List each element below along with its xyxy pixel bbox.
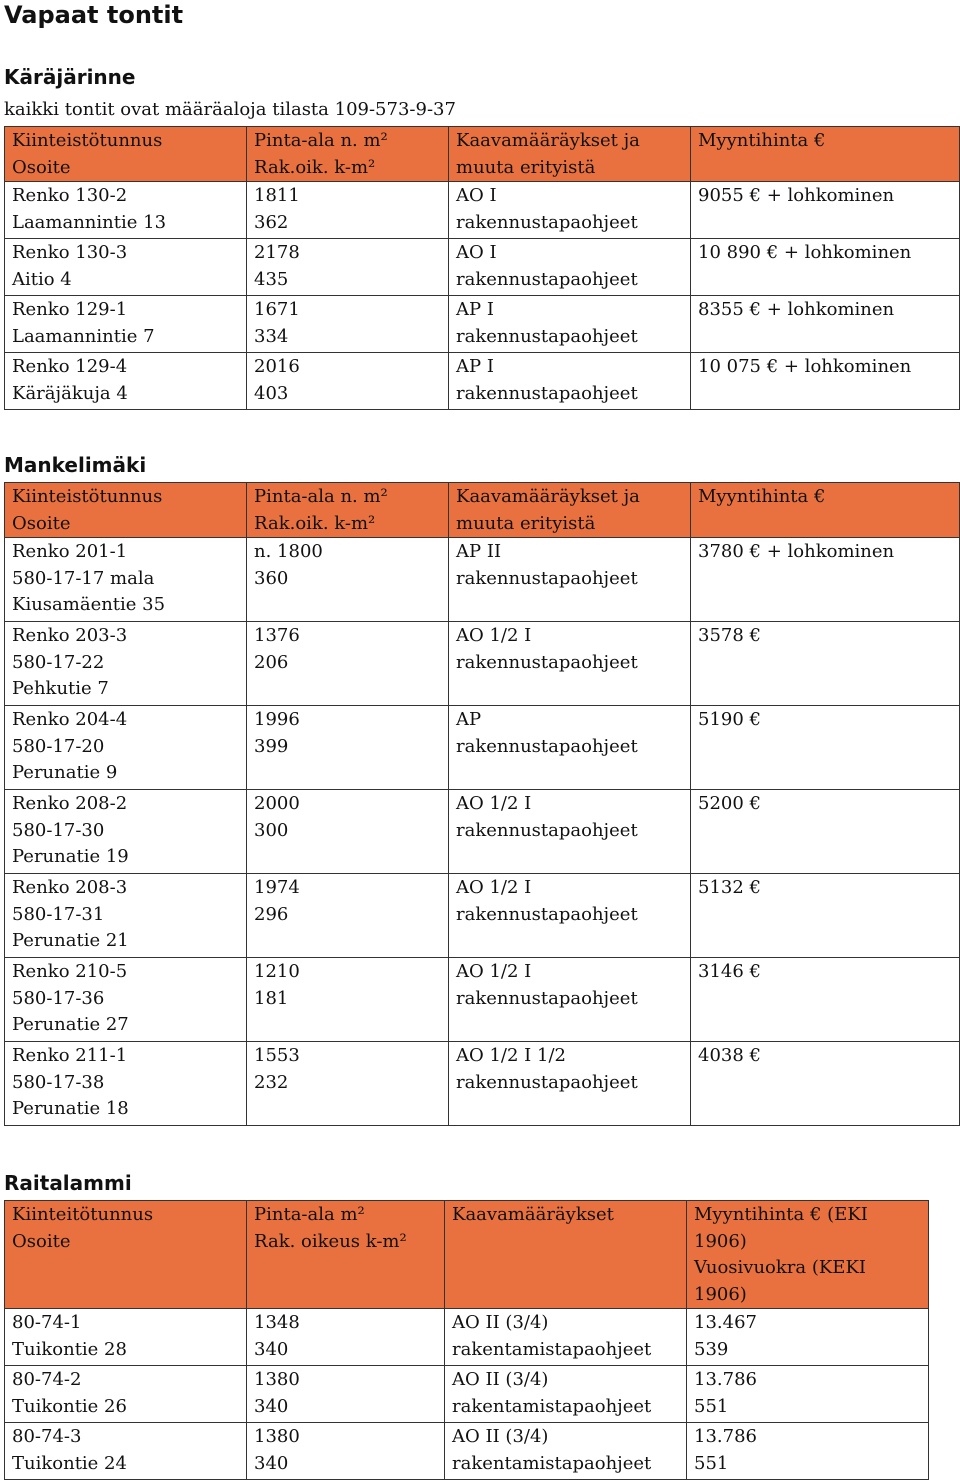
plots-table-mankelimaki (4, 482, 960, 1126)
cell-area: 1811 362 (247, 182, 449, 239)
cell-area: n. 1800 360 (247, 538, 449, 622)
table-row (5, 1366, 929, 1423)
cell-price: 5200 € (691, 790, 960, 874)
cell-area: 2016 403 (247, 353, 449, 410)
cell-id-address: Renko 201-1 580-17-17 mala Kiusamäentie 35 (5, 538, 247, 622)
cell-regulations: AP II rakennustapaohjeet (449, 538, 691, 622)
table-row (5, 790, 960, 874)
cell-area: 2000 300 (247, 790, 449, 874)
table-row (5, 1042, 960, 1126)
column-header: Pinta-ala m² Rak. oikeus k-m² (247, 1201, 445, 1309)
cell-id-address: Renko 129-1 Laamannintie 7 (5, 296, 247, 353)
section-note: kaikki tontit ovat määräaloja tilasta 109-573-9-37 (4, 99, 456, 120)
cell-regulations: AO II (3/4) rakentamistapaohjeet (445, 1309, 687, 1366)
cell-price: 3578 € (691, 622, 960, 706)
cell-regulations: AO 1/2 I 1/2 rakennustapaohjeet (449, 1042, 691, 1126)
cell-id-address: Renko 204-4 580-17-20 Perunatie 9 (5, 706, 247, 790)
cell-regulations: AP I rakennustapaohjeet (449, 296, 691, 353)
section-title-raitalammi: Raitalammi (4, 1171, 132, 1195)
section-title-mankelimaki: Mankelimäki (4, 453, 147, 477)
cell-area: 1348 340 (247, 1309, 445, 1366)
cell-regulations: AO II (3/4) rakentamistapaohjeet (445, 1423, 687, 1480)
table-row (5, 296, 960, 353)
cell-regulations: AO 1/2 I rakennustapaohjeet (449, 874, 691, 958)
column-header: Kaavamääräykset ja muuta erityistä (449, 483, 691, 538)
cell-price: 10 890 € + lohkominen (691, 239, 960, 296)
cell-id-address: 80-74-1 Tuikontie 28 (5, 1309, 247, 1366)
cell-price: 9055 € + lohkominen (691, 182, 960, 239)
cell-regulations: AP I rakennustapaohjeet (449, 353, 691, 410)
cell-price: 13.786 551 (687, 1366, 929, 1423)
column-header: Myyntihinta € (691, 483, 960, 538)
cell-area: 2178 435 (247, 239, 449, 296)
cell-regulations: AO 1/2 I rakennustapaohjeet (449, 958, 691, 1042)
cell-area: 1210 181 (247, 958, 449, 1042)
cell-price: 5132 € (691, 874, 960, 958)
cell-area: 1974 296 (247, 874, 449, 958)
column-header: Pinta-ala n. m² Rak.oik. k-m² (247, 127, 449, 182)
cell-area: 1380 340 (247, 1366, 445, 1423)
cell-id-address: Renko 129-4 Käräjäkuja 4 (5, 353, 247, 410)
cell-area: 1376 206 (247, 622, 449, 706)
cell-regulations: AP rakennustapaohjeet (449, 706, 691, 790)
cell-regulations: AO 1/2 I rakennustapaohjeet (449, 790, 691, 874)
cell-id-address: Renko 130-2 Laamannintie 13 (5, 182, 247, 239)
table-row (5, 239, 960, 296)
table-row (5, 958, 960, 1042)
column-header: Kaavamääräykset (445, 1201, 687, 1309)
table-header-row (5, 127, 960, 182)
cell-price: 10 075 € + lohkominen (691, 353, 960, 410)
cell-price: 8355 € + lohkominen (691, 296, 960, 353)
column-header: Myyntihinta € (691, 127, 960, 182)
column-header: Pinta-ala n. m² Rak.oik. k-m² (247, 483, 449, 538)
cell-id-address: Renko 208-3 580-17-31 Perunatie 21 (5, 874, 247, 958)
table-row (5, 182, 960, 239)
cell-area: 1996 399 (247, 706, 449, 790)
column-header: Kiinteistötunnus Osoite (5, 127, 247, 182)
plots-table-karajarinne (4, 126, 960, 410)
table-row (5, 1423, 929, 1480)
table-row (5, 706, 960, 790)
column-header: Kaavamääräykset ja muuta erityistä (449, 127, 691, 182)
cell-id-address: 80-74-2 Tuikontie 26 (5, 1366, 247, 1423)
plots-table-raitalammi (4, 1200, 929, 1480)
cell-regulations: AO I rakennustapaohjeet (449, 239, 691, 296)
column-header: Kiinteistötunnus Osoite (5, 483, 247, 538)
cell-area: 1380 340 (247, 1423, 445, 1480)
cell-regulations: AO 1/2 I rakennustapaohjeet (449, 622, 691, 706)
cell-price: 13.467 539 (687, 1309, 929, 1366)
table-header-row (5, 1201, 929, 1309)
cell-area: 1671 334 (247, 296, 449, 353)
column-header: Myyntihinta € (EKI 1906) Vuosivuokra (KEKI 1906) (687, 1201, 929, 1309)
cell-price: 5190 € (691, 706, 960, 790)
table-row (5, 622, 960, 706)
section-title-karajarinne: Käräjärinne (4, 65, 136, 89)
cell-regulations: AO II (3/4) rakentamistapaohjeet (445, 1366, 687, 1423)
cell-price: 13.786 551 (687, 1423, 929, 1480)
cell-id-address: Renko 210-5 580-17-36 Perunatie 27 (5, 958, 247, 1042)
cell-id-address: 80-74-3 Tuikontie 24 (5, 1423, 247, 1480)
table-row (5, 353, 960, 410)
table-row (5, 874, 960, 958)
cell-regulations: AO I rakennustapaohjeet (449, 182, 691, 239)
cell-price: 3146 € (691, 958, 960, 1042)
table-row (5, 1309, 929, 1366)
page-title: Vapaat tontit (4, 1, 184, 29)
cell-id-address: Renko 208-2 580-17-30 Perunatie 19 (5, 790, 247, 874)
table-row (5, 538, 960, 622)
column-header: Kiinteitötunnus Osoite (5, 1201, 247, 1309)
cell-id-address: Renko 203-3 580-17-22 Pehkutie 7 (5, 622, 247, 706)
cell-price: 4038 € (691, 1042, 960, 1126)
cell-id-address: Renko 211-1 580-17-38 Perunatie 18 (5, 1042, 247, 1126)
cell-area: 1553 232 (247, 1042, 449, 1126)
cell-id-address: Renko 130-3 Aitio 4 (5, 239, 247, 296)
cell-price: 3780 € + lohkominen (691, 538, 960, 622)
table-header-row (5, 483, 960, 538)
